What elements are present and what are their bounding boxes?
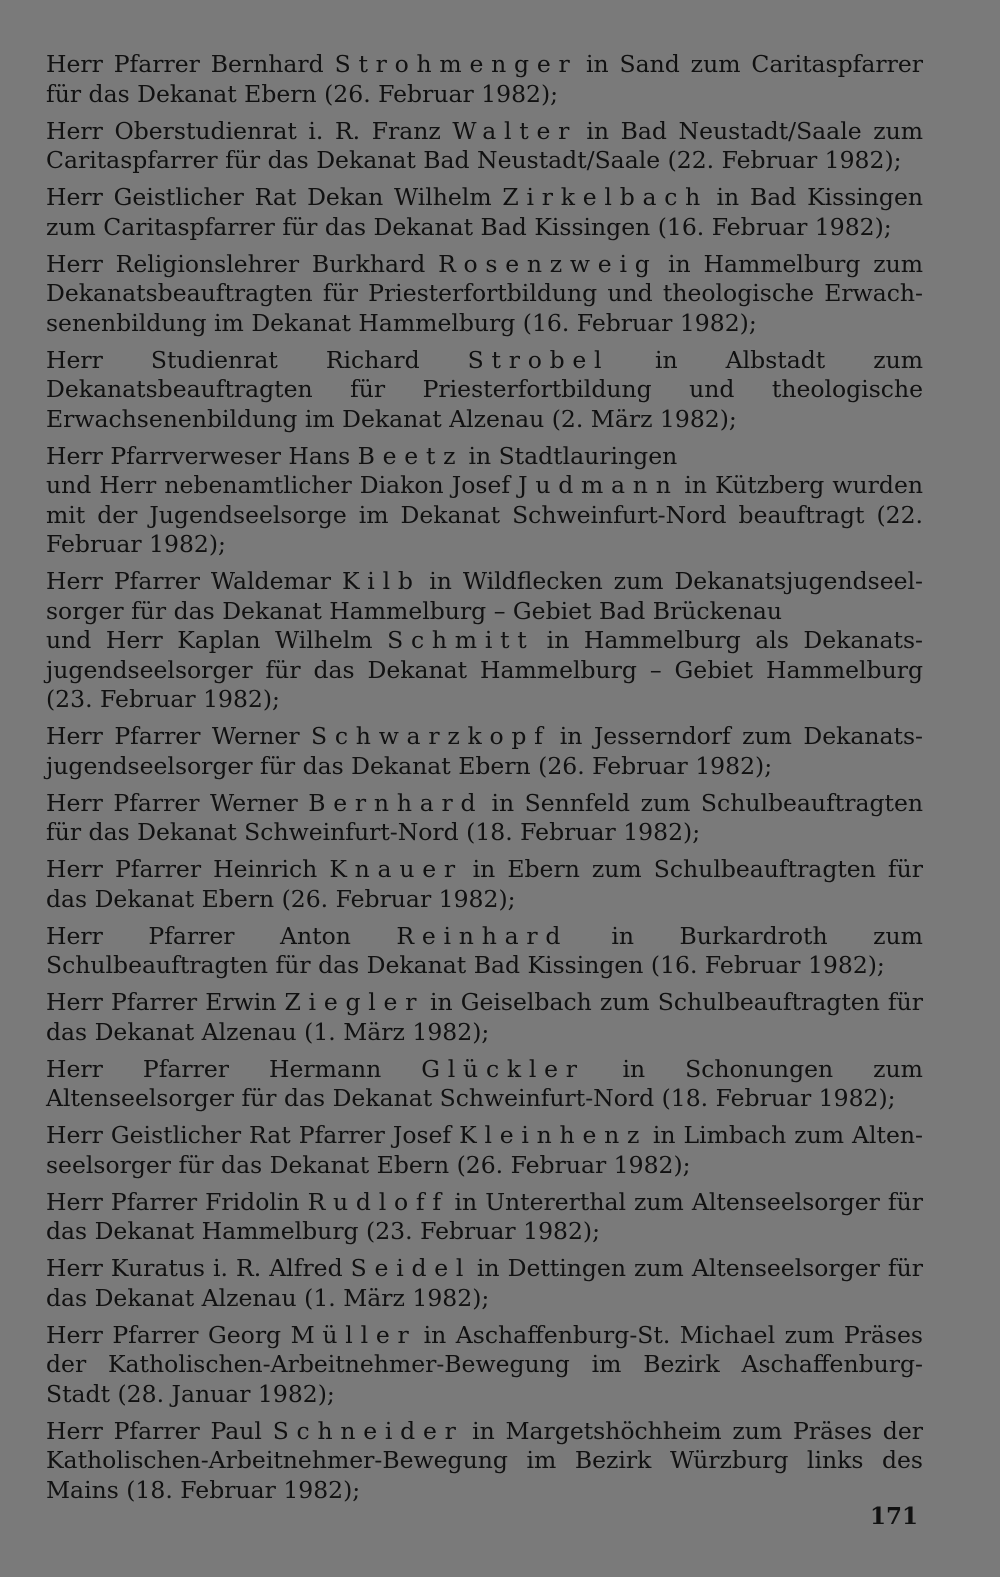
entry-intro: Herr Pfarrer Werner: [46, 722, 300, 750]
entry-details: in Dettingen zum Altenseelsorger für das Dekanat Alzenau (1. März 1982);: [46, 1254, 923, 1312]
entry-details: in Bad Neustadt/Saale zum Caritaspfarrer für das Dekanat Bad Neustadt/Saale (22. Februar 1982);: [46, 116, 923, 174]
person-surname: Beetz: [357, 441, 464, 470]
document-body: [46, 50, 923, 1513]
person-surname-second: Schmitt: [387, 626, 535, 654]
appointment-entry: [46, 1121, 923, 1180]
entry-intro: Herr Oberstudienrat i. R. Franz: [46, 116, 441, 145]
appointment-entry: [46, 1417, 923, 1506]
entry-details: in Ebern zum Schulbeauftragten für das Dekanat Ebern (26. Februar 1982);: [46, 855, 923, 913]
person-surname: Rudloff: [307, 1187, 449, 1216]
appointment-entry: [46, 789, 923, 848]
entry-intro: Herr Pfarrer Waldemar: [46, 567, 332, 595]
entry-details: in Aschaffenburg-St. Michael zum Präses der Katholischen-Arbeitnehmer-Bewegung im Bezirk Aschaffenburg-Stadt (28. Januar 1982);: [46, 1320, 923, 1408]
entry-intro: Herr Pfarrer Fridolin: [46, 1187, 300, 1216]
appointment-entry: [46, 1055, 923, 1114]
appointment-entry: [46, 922, 923, 981]
person-surname: Knauer: [329, 855, 463, 883]
entry-intro: Herr Studienrat Richard: [46, 345, 420, 374]
appointment-entry: [46, 442, 923, 560]
entry-details: in Geiselbach zum Schulbeauftragten für das Dekanat Alzenau (1. März 1982);: [46, 988, 923, 1046]
entry-intro-second: und Herr Kaplan Wilhelm: [46, 626, 373, 654]
entry-intro: Herr Religionslehrer Burkhard: [46, 249, 426, 278]
page-number: 171: [870, 1503, 919, 1530]
appointment-entry: [46, 183, 923, 242]
entry-details: in Bad Kissingen zum Caritaspfarrer für das Dekanat Bad Kissingen (16. Februar 1982);: [46, 183, 924, 241]
entry-intro: Herr Pfarrer Anton: [46, 921, 351, 950]
appointment-entry: [46, 1188, 923, 1247]
person-surname: Bernhard: [308, 788, 484, 817]
appointment-entry: [46, 346, 923, 435]
appointment-entry: [46, 250, 923, 339]
entry-intro: Herr Pfarrer Heinrich: [46, 855, 318, 883]
person-surname: Kleinhenz: [459, 1121, 648, 1149]
person-surname: Seidel: [350, 1254, 472, 1282]
person-surname: Rosenzweig: [438, 249, 658, 278]
entry-details: in Albstadt zum Dekanatsbeauftragten für Priesterfortbildung und theologische Erwachsenenbildung im Dekanat Alzenau (2. März 1982);: [46, 345, 923, 433]
person-surname: Kilb: [342, 567, 421, 595]
entry-details: in Jesserndorf zum Dekanatsjugendseelsorger für das Dekanat Ebern (26. Februar 1982);: [46, 722, 923, 780]
entry-details: in Wildflecken zum Dekanatsjugendseelsorger für das Dekanat Hammelburg – Gebiet Bad Brückenau: [46, 567, 923, 625]
person-surname: Schwarzkopf: [311, 722, 551, 750]
person-surname: Strohmenger: [334, 50, 578, 78]
entry-details: in Stadtlauringen: [468, 441, 678, 470]
entry-intro: Herr Pfarrer Paul: [46, 1416, 262, 1445]
entry-details: in Hammelburg zum Dekanatsbeauftragten für Priesterfortbildung und theologische Erwachsenenbildung im Dekanat Hammelburg (16. Februar 1982);: [46, 249, 924, 337]
person-surname: Walter: [452, 116, 578, 145]
entry-intro: Herr Geistlicher Rat Dekan Wilhelm: [46, 183, 492, 211]
person-surname: Glückler: [421, 1054, 585, 1083]
entry-details: in Limbach zum Altenseelsorger für das Dekanat Ebern (26. Februar 1982);: [46, 1121, 923, 1179]
entry-details: in Burkardroth zum Schulbeauftragten für das Dekanat Bad Kissingen (16. Februar 1982);: [46, 921, 923, 979]
appointment-entry: [46, 117, 923, 176]
entry-intro: Herr Pfarrer Werner: [46, 788, 298, 817]
appointment-entry: [46, 722, 923, 781]
entry-intro-second: und Herr nebenamtlicher Diakon Josef: [46, 471, 511, 499]
appointment-entry: [46, 567, 923, 715]
entry-intro: Herr Pfarrer Erwin: [46, 988, 277, 1016]
appointment-entry: [46, 50, 923, 109]
appointment-entry: [46, 1254, 923, 1313]
appointment-entry: [46, 988, 923, 1047]
person-surname: Zirkelbach: [502, 183, 709, 211]
entry-intro: Herr Pfarrer Bernhard: [46, 50, 324, 78]
person-surname: Reinhard: [396, 921, 569, 950]
entry-intro: Herr Pfarrer Hermann: [46, 1054, 382, 1083]
entry-details-second: in Kützberg wurden mit der Jugendseelsorge im Dekanat Schweinfurt-Nord beauftragt (22. Februar 1982);: [46, 471, 923, 558]
entry-details: in Sand zum Caritaspfarrer für das Dekanat Ebern (26. Februar 1982);: [46, 50, 923, 108]
entry-details: in Untererthal zum Altenseelsorger für das Dekanat Hammelburg (23. Februar 1982);: [46, 1187, 923, 1245]
entry-intro: Herr Kuratus i. R. Alfred: [46, 1254, 343, 1282]
entry-details: in Schonungen zum Altenseelsorger für das Dekanat Schweinfurt-Nord (18. Februar 1982);: [46, 1054, 923, 1112]
entry-details: in Margetshöchheim zum Präses der Katholischen-Arbeitnehmer-Bewegung im Bezirk Würzburg links des Mains (18. Februar 1982);: [46, 1416, 923, 1504]
entry-intro: Herr Pfarrverweser Hans: [46, 441, 351, 470]
person-surname: Strobel: [467, 345, 610, 374]
person-surname: Schneider: [272, 1416, 464, 1445]
entry-intro: Herr Pfarrer Georg: [46, 1320, 282, 1349]
appointment-entry: [46, 1321, 923, 1410]
entry-details: in Sennfeld zum Schulbeauftragten für das Dekanat Schweinfurt-Nord (18. Februar 1982);: [46, 788, 923, 846]
person-surname: Müller: [290, 1320, 417, 1349]
person-surname-second: Judmann: [518, 471, 679, 499]
entry-intro: Herr Geistlicher Rat Pfarrer Josef: [46, 1121, 452, 1149]
entry-details-second: in Hammelburg als Dekanatsjugendseelsorger für das Dekanat Hammelburg – Gebiet Hammelburg (23. Februar 1982);: [46, 626, 923, 713]
person-surname: Ziegler: [284, 988, 425, 1016]
appointment-entry: [46, 855, 923, 914]
